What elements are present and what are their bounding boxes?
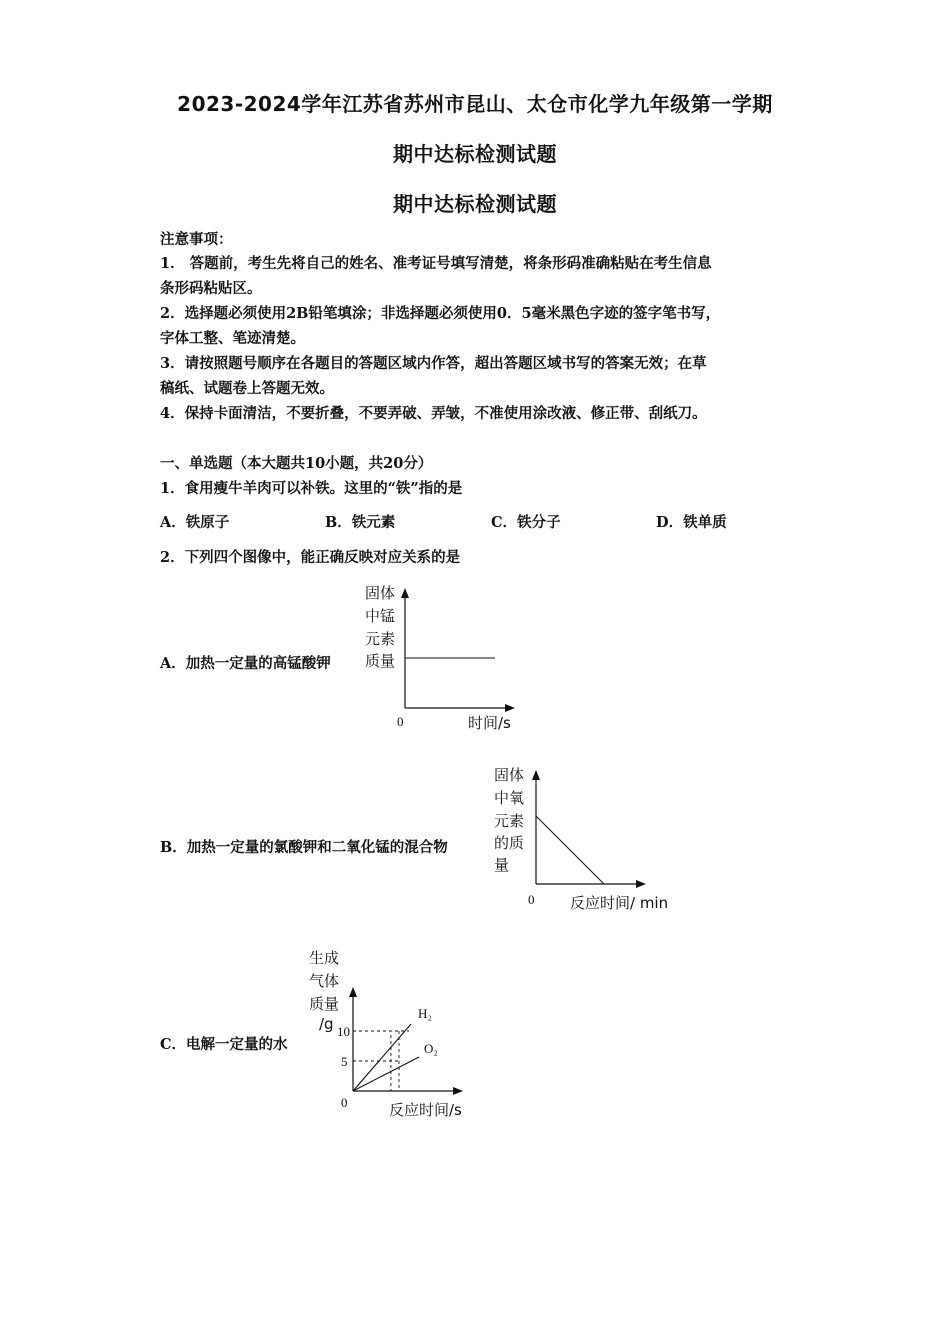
q2-option-a-label: A．加热一定量的高锰酸钾 — [160, 655, 331, 672]
exam-title-line3: 期中达标检测试题 — [393, 192, 557, 216]
exam-title-line2: 期中达标检测试题 — [393, 142, 557, 166]
graph-b-series-line — [536, 816, 604, 884]
question-2-stem: 2．下列四个图像中，能正确反映对应关系的是 — [160, 549, 461, 566]
graph-c-series-h2 — [353, 1024, 411, 1091]
notice-line: 1． 答题前，考生先将自己的姓名、准考证号填写清楚，将条形码准确粘贴在考生信息 — [160, 255, 712, 272]
question-1-stem: 1．食用瘦牛羊肉可以补铁。这里的“铁”指的是 — [160, 480, 463, 497]
graph-b — [490, 760, 690, 920]
graph-c-ytick-5: 5 — [341, 1054, 348, 1069]
notice-heading: 注意事项： — [160, 231, 233, 248]
notice-line: 2．选择题必须使用2B铅笔填涂；非选择题必须使用0．5毫米黑色字迹的签字笔书写， — [160, 305, 721, 322]
notice-line: 字体工整、笔迹清楚。 — [160, 330, 305, 347]
graph-c-y-arrow — [349, 987, 357, 997]
graph-a — [355, 578, 535, 738]
q1-option-c: C．铁分子 — [491, 514, 561, 531]
q2-option-c-label: C．电解一定量的水 — [160, 1036, 288, 1053]
notice-line: 4．保持卡面清洁，不要折叠，不要弄破、弄皱，不准使用涂改液、修正带、刮纸刀。 — [160, 405, 707, 422]
notice-line: 条形码粘贴区。 — [160, 280, 262, 297]
graph-c-origin: 0 — [341, 1095, 348, 1110]
graph-c-ylabel: 质量 — [309, 995, 340, 1013]
graph-c-legend-o2: O₂ — [424, 1041, 438, 1056]
q1-option-a: A．铁原子 — [160, 514, 230, 531]
graph-b-ylabel: 的质 — [494, 834, 525, 852]
graph-a-y-arrow — [401, 588, 409, 598]
graph-a-ylabel: 元素 — [365, 630, 396, 648]
graph-b-ylabel: 元素 — [494, 812, 525, 830]
graph-b-ylabel: 固体 — [494, 766, 525, 784]
exam-title-line1: 2023-2024学年江苏省苏州市昆山、太仓市化学九年级第一学期 — [177, 92, 773, 116]
graph-a-ylabel: 固体 — [365, 584, 396, 602]
q1-option-b: B．铁元素 — [325, 514, 396, 531]
graph-c-xlabel: 反应时间/s — [389, 1101, 462, 1119]
graph-b-origin: 0 — [528, 892, 535, 907]
graph-b-xlabel: 反应时间/ min — [570, 894, 669, 912]
graph-c-ytick-10: 10 — [337, 1024, 350, 1039]
graph-b-x-arrow — [636, 880, 646, 888]
graph-c-series-o2 — [353, 1057, 419, 1091]
graph-c-ylabel: 气体 — [309, 972, 340, 990]
graph-a-xlabel: 时间/s — [468, 714, 511, 732]
graph-a-x-arrow — [505, 704, 515, 712]
graph-c — [305, 945, 485, 1125]
notice-line: 稿纸、试题卷上答题无效。 — [160, 380, 334, 397]
q1-option-d: D．铁单质 — [656, 514, 727, 531]
graph-b-y-arrow — [532, 770, 540, 780]
graph-c-ylabel: /g — [319, 1015, 334, 1033]
graph-c-ylabel: 生成 — [309, 949, 340, 967]
graph-a-ylabel: 中锰 — [365, 607, 396, 625]
graph-c-x-arrow — [453, 1087, 463, 1095]
notice-line: 3．请按照题号顺序在各题目的答题区域内作答，超出答题区域书写的答案无效；在草 — [160, 355, 707, 372]
q2-option-b-label: B．加热一定量的氯酸钾和二氧化锰的混合物 — [160, 839, 448, 856]
graph-c-legend-h2: H₂ — [418, 1006, 432, 1021]
graph-a-origin: 0 — [397, 714, 404, 729]
graph-b-ylabel: 量 — [494, 856, 510, 874]
section-heading: 一、单选题（本大题共10小题，共20分） — [160, 455, 433, 472]
graph-b-ylabel: 中氧 — [494, 789, 525, 807]
graph-a-ylabel: 质量 — [365, 652, 396, 670]
